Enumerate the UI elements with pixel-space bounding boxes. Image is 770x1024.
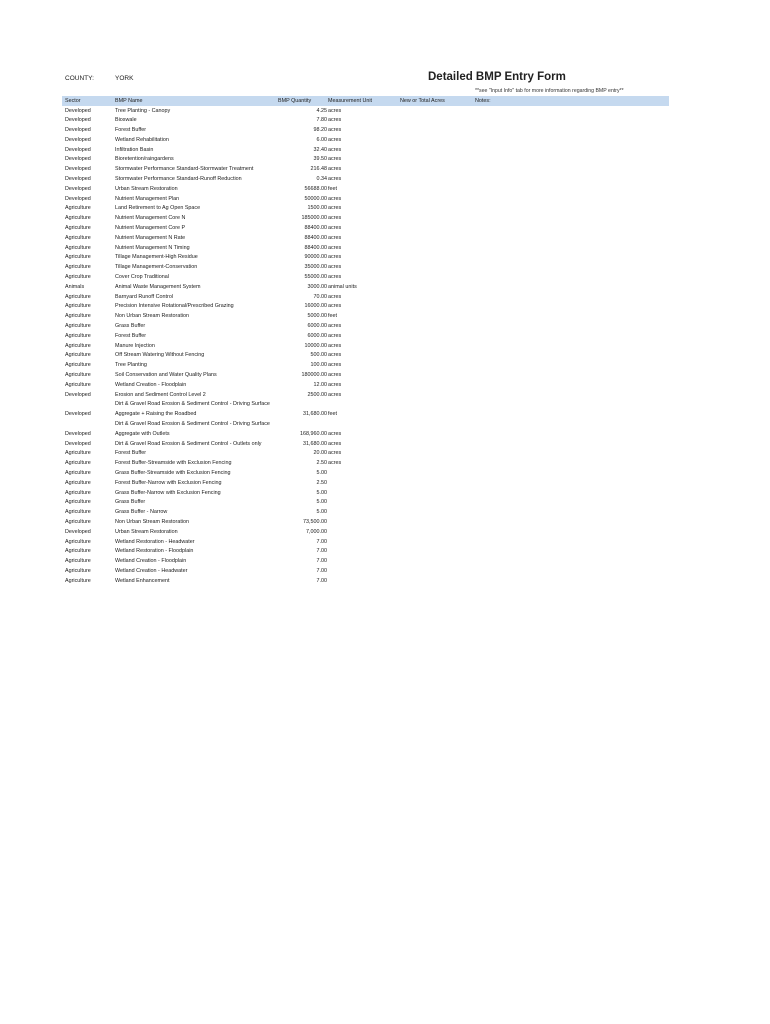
unit-cell: acres — [328, 127, 342, 134]
sector-cell: Developed — [65, 391, 91, 398]
quantity-cell: 88400.00 — [304, 244, 327, 251]
bmp-name-cell: Precision Intensive Rotational/Prescribed Grazing — [115, 303, 234, 310]
bmp-name-cell: Stormwater Performance Standard-Runoff Reduction — [115, 176, 242, 183]
bmp-name-cell: Urban Stream Restoration — [115, 528, 178, 535]
column-header-bmp-name: BMP Name — [115, 97, 143, 104]
quantity-cell: 185000.00 — [301, 215, 327, 222]
unit-cell: acres — [328, 244, 342, 251]
table-row — [0, 185, 770, 195]
quantity-cell: 88400.00 — [304, 234, 327, 241]
unit-cell: acres — [328, 176, 342, 183]
sector-cell: Agriculture — [65, 489, 91, 496]
quantity-cell: 5.00 — [316, 509, 327, 516]
sector-cell: Agriculture — [65, 538, 91, 545]
sector-cell: Agriculture — [65, 460, 91, 467]
bmp-name-cell: Forest Buffer — [115, 127, 147, 134]
unit-cell: acres — [328, 332, 342, 339]
column-header-sector: Sector — [65, 97, 81, 104]
bmp-name-cell: Nutrient Management Plan — [115, 195, 180, 202]
sector-cell: Developed — [65, 185, 91, 192]
sector-cell: Agriculture — [65, 450, 91, 457]
column-header-new-total-acres: New or Total Acres — [400, 97, 445, 104]
quantity-cell: 2.50 — [316, 460, 327, 467]
quantity-cell: 50000.00 — [304, 195, 327, 202]
table-row — [0, 293, 770, 303]
sector-cell: Agriculture — [65, 558, 91, 565]
table-row — [0, 342, 770, 352]
unit-cell: animal units — [328, 283, 357, 290]
table-row — [0, 469, 770, 479]
unit-cell: acres — [328, 460, 342, 467]
bmp-name-cell: Erosion and Sediment Control Level 2 — [115, 391, 206, 398]
unit-cell: acres — [328, 156, 342, 163]
table-row — [0, 567, 770, 577]
table-row — [0, 146, 770, 156]
quantity-cell: 216.48 — [310, 166, 327, 173]
quantity-cell: 90000.00 — [304, 254, 327, 261]
bmp-name-cell: Bioswale — [115, 117, 137, 124]
table-row — [0, 351, 770, 361]
table-row — [0, 244, 770, 254]
sector-cell: Agriculture — [65, 469, 91, 476]
sector-cell: Agriculture — [65, 254, 91, 261]
sector-cell: Agriculture — [65, 234, 91, 241]
bmp-name-cell: Wetland Creation - Headwater — [115, 567, 188, 574]
bmp-name-cell: Grass Buffer — [115, 499, 146, 506]
sector-cell: Agriculture — [65, 303, 91, 310]
unit-cell: acres — [328, 352, 342, 359]
bmp-name-cell: Dirt & Gravel Road Erosion & Sediment Control - Driving Surface Aggregate + Raising the Roadbed — [115, 401, 270, 418]
quantity-cell: 5.00 — [316, 499, 327, 506]
quantity-cell: 5.00 — [316, 469, 327, 476]
quantity-cell: 7.00 — [316, 538, 327, 545]
sector-cell: Agriculture — [65, 205, 91, 212]
unit-cell: acres — [328, 205, 342, 212]
unit-cell: acres — [328, 450, 342, 457]
bmp-name-cell: Soil Conservation and Water Quality Plans — [115, 372, 217, 379]
quantity-cell: 73,500.00 — [303, 518, 327, 525]
quantity-cell: 70.00 — [313, 293, 327, 300]
table-row — [0, 400, 770, 420]
sector-cell: Developed — [65, 430, 91, 437]
bmp-name-cell: Bioretention/raingardens — [115, 156, 174, 163]
bmp-name-cell: Non Urban Stream Restoration — [115, 313, 190, 320]
bmp-name-cell: Nutrient Management Core N — [115, 215, 186, 222]
quantity-cell: 7.00 — [316, 567, 327, 574]
table-row — [0, 195, 770, 205]
sector-cell: Agriculture — [65, 342, 91, 349]
sector-cell: Agriculture — [65, 293, 91, 300]
table-row — [0, 489, 770, 499]
unit-cell: acres — [328, 323, 342, 330]
bmp-name-cell: Wetland Restoration - Floodplain — [115, 548, 194, 555]
table-row — [0, 498, 770, 508]
bmp-name-cell: Grass Buffer-Narrow with Exclusion Fencing — [115, 489, 221, 496]
table-row — [0, 234, 770, 244]
sector-cell: Agriculture — [65, 215, 91, 222]
quantity-cell: 180000.00 — [301, 372, 327, 379]
table-row — [0, 155, 770, 165]
bmp-name-cell: Non Urban Stream Restoration — [115, 518, 190, 525]
quantity-cell: 1500.00 — [307, 205, 327, 212]
bmp-name-cell: Grass Buffer - Narrow — [115, 509, 168, 516]
table-row — [0, 175, 770, 185]
unit-cell: acres — [328, 391, 342, 398]
unit-cell: acres — [328, 303, 342, 310]
table-row — [0, 126, 770, 136]
table-row — [0, 449, 770, 459]
quantity-cell: 7.00 — [316, 558, 327, 565]
bmp-name-cell: Barnyard Runoff Control — [115, 293, 174, 300]
sector-cell: Developed — [65, 136, 91, 143]
quantity-cell: 3000.00 — [307, 283, 327, 290]
quantity-cell: 100.00 — [310, 362, 327, 369]
sector-cell: Developed — [65, 166, 91, 173]
table-row — [0, 361, 770, 371]
unit-cell: acres — [328, 215, 342, 222]
sector-cell: Developed — [65, 107, 91, 114]
table-row — [0, 479, 770, 489]
quantity-cell: 5000.00 — [307, 313, 327, 320]
unit-cell: acres — [328, 264, 342, 271]
table-row — [0, 538, 770, 548]
table-row — [0, 165, 770, 175]
quantity-cell: 35000.00 — [304, 264, 327, 271]
unit-cell: acres — [328, 254, 342, 261]
bmp-name-cell: Nutrient Management N Rate — [115, 234, 186, 241]
table-row — [0, 557, 770, 567]
table-row — [0, 136, 770, 146]
page-title: Detailed BMP Entry Form — [428, 71, 566, 83]
unit-cell: acres — [328, 234, 342, 241]
table-row — [0, 263, 770, 273]
sector-cell: Developed — [65, 156, 91, 163]
bmp-name-cell: Wetland Rehabilitation — [115, 136, 169, 143]
unit-cell: acres — [328, 146, 342, 153]
table-row — [0, 302, 770, 312]
table-row — [0, 440, 770, 450]
bmp-name-cell: Cover Crop Traditional — [115, 274, 169, 281]
table-row — [0, 312, 770, 322]
sector-cell: Developed — [65, 117, 91, 124]
bmp-name-cell: Stormwater Performance Standard-Stormwater Treatment — [115, 166, 254, 173]
sector-cell: Agriculture — [65, 381, 91, 388]
quantity-cell: 12.00 — [313, 381, 327, 388]
sector-cell: Developed — [65, 195, 91, 202]
bmp-name-cell: Tree Planting - Canopy — [115, 107, 171, 114]
quantity-cell: 6.00 — [316, 136, 327, 143]
bmp-name-cell: Manure Injection — [115, 342, 155, 349]
unit-cell: acres — [328, 440, 342, 447]
sector-cell: Agriculture — [65, 352, 91, 359]
sector-cell: Agriculture — [65, 499, 91, 506]
sector-cell: Agriculture — [65, 518, 91, 525]
quantity-cell: 6000.00 — [307, 332, 327, 339]
table-row — [0, 518, 770, 528]
table-row — [0, 322, 770, 332]
sector-cell: Agriculture — [65, 509, 91, 516]
quantity-cell: 0.34 — [316, 176, 327, 183]
sector-cell: Developed — [65, 411, 91, 418]
quantity-cell: 20.00 — [313, 450, 327, 457]
bmp-name-cell: Urban Stream Restoration — [115, 185, 178, 192]
bmp-name-cell: Nutrient Management Core P — [115, 225, 186, 232]
table-row — [0, 332, 770, 342]
sector-cell: Agriculture — [65, 372, 91, 379]
quantity-cell: 500.00 — [310, 352, 327, 359]
bmp-name-cell: Forest Buffer-Streamside with Exclusion Fencing — [115, 460, 232, 467]
table-row — [0, 381, 770, 391]
sector-cell: Animals — [65, 283, 85, 290]
quantity-cell: 56688.00 — [304, 185, 327, 192]
unit-cell: acres — [328, 372, 342, 379]
table-row — [0, 253, 770, 263]
sector-cell: Agriculture — [65, 577, 91, 584]
sector-cell: Agriculture — [65, 548, 91, 555]
quantity-cell: 2500.00 — [307, 391, 327, 398]
quantity-cell: 98.20 — [313, 127, 327, 134]
bmp-name-cell: Nutrient Management N Timing — [115, 244, 190, 251]
unit-cell: acres — [328, 274, 342, 281]
unit-cell: acres — [328, 107, 342, 114]
table-row — [0, 528, 770, 538]
bmp-name-cell: Dirt & Gravel Road Erosion & Sediment Control - Driving Surface Aggregate with Outlets — [115, 421, 270, 437]
quantity-cell: 55000.00 — [304, 274, 327, 281]
county-label: COUNTY: — [65, 75, 94, 82]
sector-cell: Agriculture — [65, 313, 91, 320]
county-value: YORK — [115, 75, 134, 82]
unit-cell: acres — [328, 166, 342, 173]
sector-cell: Developed — [65, 146, 91, 153]
sector-cell: Agriculture — [65, 332, 91, 339]
sector-cell: Agriculture — [65, 323, 91, 330]
table-row — [0, 204, 770, 214]
table-row — [0, 459, 770, 469]
unit-cell: feet — [328, 185, 337, 192]
bmp-name-cell: Wetland Enhancement — [115, 577, 170, 584]
table-row — [0, 371, 770, 381]
quantity-cell: 6000.00 — [307, 323, 327, 330]
unit-cell: acres — [328, 430, 342, 437]
bmp-name-cell: Wetland Restoration - Headwater — [115, 538, 195, 545]
sector-cell: Agriculture — [65, 479, 91, 486]
quantity-cell: 16000.00 — [304, 303, 327, 310]
bmp-name-cell: Off Stream Watering Without Fencing — [115, 352, 205, 359]
bmp-name-cell: Animal Waste Management System — [115, 283, 201, 290]
quantity-cell: 88400.00 — [304, 225, 327, 232]
bmp-name-cell: Forest Buffer — [115, 332, 147, 339]
unit-cell: acres — [328, 293, 342, 300]
sector-cell: Agriculture — [65, 567, 91, 574]
sector-cell: Developed — [65, 127, 91, 134]
bmp-name-cell: Tillage Management-High Residue — [115, 254, 198, 261]
quantity-cell: 7.00 — [316, 548, 327, 555]
table-row — [0, 116, 770, 126]
quantity-cell: 32.40 — [313, 146, 327, 153]
unit-cell: acres — [328, 195, 342, 202]
quantity-cell: 31,680.00 — [303, 411, 327, 418]
table-row — [0, 273, 770, 283]
quantity-cell: 7.80 — [316, 117, 327, 124]
bmp-name-cell: Forest Buffer-Narrow with Exclusion Fencing — [115, 479, 222, 486]
sector-cell: Developed — [65, 528, 91, 535]
sector-cell: Agriculture — [65, 362, 91, 369]
bmp-table-body — [0, 107, 770, 587]
bmp-name-cell: Grass Buffer-Streamside with Exclusion Fencing — [115, 469, 231, 476]
quantity-cell: 168,960.00 — [300, 430, 327, 437]
table-row — [0, 214, 770, 224]
table-row — [0, 391, 770, 401]
table-row — [0, 224, 770, 234]
unit-cell: acres — [328, 381, 342, 388]
sector-cell: Agriculture — [65, 264, 91, 271]
unit-cell: acres — [328, 117, 342, 124]
sector-cell: Agriculture — [65, 244, 91, 251]
bmp-name-cell: Dirt & Gravel Road Erosion & Sediment Control - Outlets only — [115, 440, 262, 447]
quantity-cell: 2.50 — [316, 479, 327, 486]
sector-cell: Agriculture — [65, 274, 91, 281]
unit-cell: acres — [328, 225, 342, 232]
unit-cell: acres — [328, 136, 342, 143]
input-info-note: **see "Input Info" tab for more information regarding BMP entry** — [475, 88, 624, 94]
bmp-name-cell: Grass Buffer — [115, 323, 146, 330]
bmp-name-cell: Wetland Creation - Floodplain — [115, 381, 187, 388]
table-row — [0, 107, 770, 117]
unit-cell: acres — [328, 342, 342, 349]
quantity-cell: 39.50 — [313, 156, 327, 163]
bmp-name-cell: Infiltration Basin — [115, 146, 154, 153]
sector-cell: Developed — [65, 440, 91, 447]
table-row — [0, 547, 770, 557]
unit-cell: feet — [328, 411, 337, 418]
quantity-cell: 10000.00 — [304, 342, 327, 349]
column-header-quantity: BMP Quantity — [278, 97, 312, 104]
quantity-cell: 31,680.00 — [303, 440, 327, 447]
quantity-cell: 4.25 — [316, 107, 327, 114]
quantity-cell: 7,000.00 — [306, 528, 327, 535]
table-row — [0, 420, 770, 440]
table-row — [0, 283, 770, 293]
bmp-name-cell: Tillage Management-Conservation — [115, 264, 198, 271]
unit-cell: feet — [328, 313, 337, 320]
quantity-cell: 7.00 — [316, 577, 327, 584]
bmp-name-cell: Forest Buffer — [115, 450, 147, 457]
bmp-name-cell: Land Retirement to Ag Open Space — [115, 205, 201, 212]
table-row — [0, 508, 770, 518]
column-header-unit: Measurement Unit — [328, 97, 373, 104]
bmp-name-cell: Wetland Creation - Floodplain — [115, 558, 187, 565]
sector-cell: Agriculture — [65, 225, 91, 232]
column-header-notes: Notes: — [475, 97, 491, 104]
bmp-name-cell: Tree Planting — [115, 362, 147, 369]
quantity-cell: 5.00 — [316, 489, 327, 496]
table-row — [0, 577, 770, 587]
sector-cell: Developed — [65, 176, 91, 183]
unit-cell: acres — [328, 362, 342, 369]
